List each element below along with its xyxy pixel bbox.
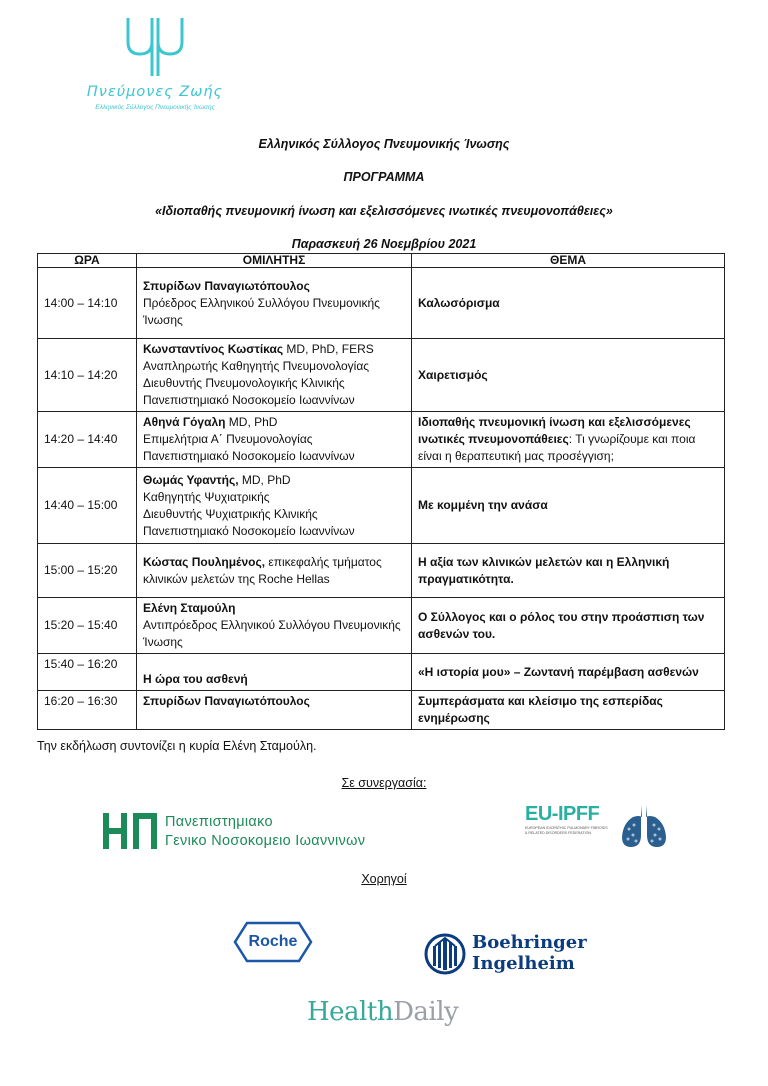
row-time: 14:00 – 14:10: [38, 268, 137, 339]
event-date: Παρασκευή 26 Νοεμβρίου 2021: [291, 237, 477, 251]
row-topic: [412, 268, 725, 339]
topic-text: Η αξία των κλινικών μελετών και η Ελληνική πραγματικότητα.: [418, 554, 670, 586]
speaker-name: Αθηνά Γόγαλη: [143, 415, 226, 429]
speaker-role: Πρόεδρος Ελληνικού Συλλόγου Πνευμονικής Ίνωσης: [143, 295, 380, 327]
header-time: ΩΡΑ: [38, 254, 137, 268]
speaker-role: Διευθυντής Πνευμονολογικής Κλινικής: [143, 376, 345, 390]
row-speaker: [137, 691, 412, 730]
row-time: 14:40 – 15:00: [38, 468, 137, 544]
speaker-role: Πανεπιστημιακό Νοσοκομείο Ιωαννίνων: [143, 449, 355, 463]
table-row: [38, 598, 725, 654]
row-speaker: [137, 544, 412, 598]
hospital-name-line1: Πανεπιστημιακο: [165, 814, 273, 830]
table-row: [38, 544, 725, 598]
topic-text: Συμπεράσματα και κλείσιμο της εσπερίδας ενημέρωσης: [418, 694, 663, 725]
speaker-role: Αντιπρόεδρος Ελληνικού Συλλόγου Πνευμονικής Ίνωσης: [143, 618, 401, 649]
roche-wordmark: Roche: [248, 933, 298, 950]
healthdaily-part1: Health: [307, 997, 394, 1027]
row-time: 15:20 – 15:40: [38, 598, 137, 654]
table-row: [38, 339, 725, 412]
row-speaker: [137, 598, 412, 654]
row-topic: [412, 468, 725, 544]
row-speaker: [137, 339, 412, 412]
speaker-role: Επιμελήτρια Α΄ Πνευμονολογίας: [143, 432, 313, 446]
logo-subtitle: Ελληνικός Σύλλογος Πνευμονικής Ίνωσης: [95, 104, 215, 111]
speaker-role: Πανεπιστημιακό Νοσοκομείο Ιωαννίνων: [143, 523, 355, 538]
speaker-name: Κώστας Πουλημένος,: [143, 554, 266, 569]
speaker-name: Ελένη Σταμούλη: [143, 601, 236, 615]
row-topic: [412, 598, 725, 654]
sponsors-label: Χορηγοί: [361, 872, 407, 886]
speaker-role: Αναπληρωτής Καθηγητής Πνευμονολογίας: [143, 359, 370, 373]
row-time: 15:40 – 16:20: [38, 654, 137, 691]
topic-rest: : Τι γνωρίζουμε και ποια είναι η θεραπευτική μας προσέγγιση;: [418, 432, 696, 463]
row-time: 15:00 – 15:20: [38, 544, 137, 598]
boehringer-line1: Boehringer: [472, 932, 587, 953]
speaker-role: Διευθυντής Ψυχιατρικής Κλινικής: [143, 506, 318, 521]
speaker-name: Θωμάς Υφαντής,: [143, 472, 239, 487]
topic-text: «Η ιστορία μου» – Ζωντανή παρέμβαση ασθενών: [418, 664, 699, 679]
topic-text: Με κομμένη την ανάσα: [418, 498, 548, 512]
row-topic: [412, 544, 725, 598]
association-logo: [70, 14, 240, 111]
collaboration-label: Σε συνεργασία:: [341, 776, 427, 790]
row-time: 16:20 – 16:30: [38, 691, 137, 730]
row-topic: [412, 412, 725, 468]
row-speaker: [137, 654, 412, 691]
row-speaker: [137, 268, 412, 339]
university-hospital-logo: [103, 813, 366, 854]
coordinator-note: Την εκδήλωση συντονίζει η κυρία Ελένη Σταμούλη.: [37, 739, 317, 753]
speaker-name: Σπυρίδων Παναγιωτόπουλος: [143, 694, 310, 708]
table-row: [38, 268, 725, 339]
lungs-logo-icon: [122, 14, 188, 78]
topic-text: Καλωσόρισμα: [418, 295, 500, 310]
speaker-name: Κωνσταντίνος Κωστίκας: [143, 342, 284, 356]
speaker-name: Σπυρίδων Παναγιωτόπουλος: [143, 278, 310, 293]
event-subtitle: «Ιδιοπαθής πνευμονική ίνωση και εξελισσόμενες ινωτικές πνευμονοπάθειες»: [155, 204, 613, 218]
lungs-icon: [619, 803, 669, 849]
schedule-table: [37, 253, 725, 730]
table-row: [38, 654, 725, 691]
eu-ipff-logo: [525, 803, 669, 849]
speaker-credentials: MD, PhD, FERS: [283, 342, 374, 356]
roche-logo: [233, 921, 313, 968]
boehringer-ingelheim-logo: [424, 932, 587, 981]
speaker-credentials: επικεφαλής τμήματος κλινικών μελετών της Roche Hellas: [143, 554, 382, 586]
boehringer-line2: Ingelheim: [472, 953, 575, 974]
boehringer-emblem-icon: [424, 932, 466, 976]
speaker-credentials: MD, PhD: [238, 472, 291, 487]
speaker-credentials: MD, PhD: [225, 415, 278, 429]
row-topic: [412, 654, 725, 691]
eu-ipff-title: EU-IPFF: [525, 803, 600, 825]
hospital-emblem-icon: [103, 813, 159, 849]
row-time: 14:10 – 14:20: [38, 339, 137, 412]
table-row: [38, 412, 725, 468]
program-title: ΠΡΟΓΡΑΜΜΑ: [343, 170, 425, 184]
healthdaily-logo: [307, 997, 458, 1027]
table-row: [38, 691, 725, 730]
topic-text: Ο Σύλλογος και ο ρόλος του στην προάσπιση των ασθενών του.: [418, 609, 705, 641]
header-topic: ΘΕΜΑ: [412, 254, 725, 268]
row-speaker: [137, 468, 412, 544]
eu-ipff-line1: EUROPEAN IDIOPATHIC PULMONARY FIBROSIS: [525, 826, 608, 830]
speaker-name: Η ώρα του ασθενή: [143, 672, 248, 686]
logo-name: Πνεύμονες Ζωής: [86, 84, 224, 100]
topic-text: Ιδιοπαθής πνευμονική ίνωση και εξελισσόμενες ινωτικές πνευμονοπάθειες: [418, 415, 691, 446]
eu-ipff-line2: & RELATED DISORDERS FEDERATION: [525, 831, 591, 835]
speaker-role: Καθηγητής Ψυχιατρικής: [143, 489, 270, 504]
organization-title: Ελληνικός Σύλλογος Πνευμονικής Ίνωσης: [258, 137, 510, 151]
row-topic: [412, 691, 725, 730]
header-speaker: ΟΜΙΛΗΤΗΣ: [137, 254, 412, 268]
table-header-row: [38, 254, 725, 268]
row-time: 14:20 – 14:40: [38, 412, 137, 468]
healthdaily-part2: Daily: [393, 997, 459, 1027]
speaker-role: Πανεπιστημιακό Νοσοκομείο Ιωαννίνων: [143, 393, 355, 407]
hospital-name-line2: Γενικο Νοσοκομειο Ιωαννινων: [165, 833, 366, 849]
row-speaker: [137, 412, 412, 468]
topic-text: Χαιρετισμός: [418, 367, 488, 382]
table-row: [38, 468, 725, 544]
row-topic: [412, 339, 725, 412]
